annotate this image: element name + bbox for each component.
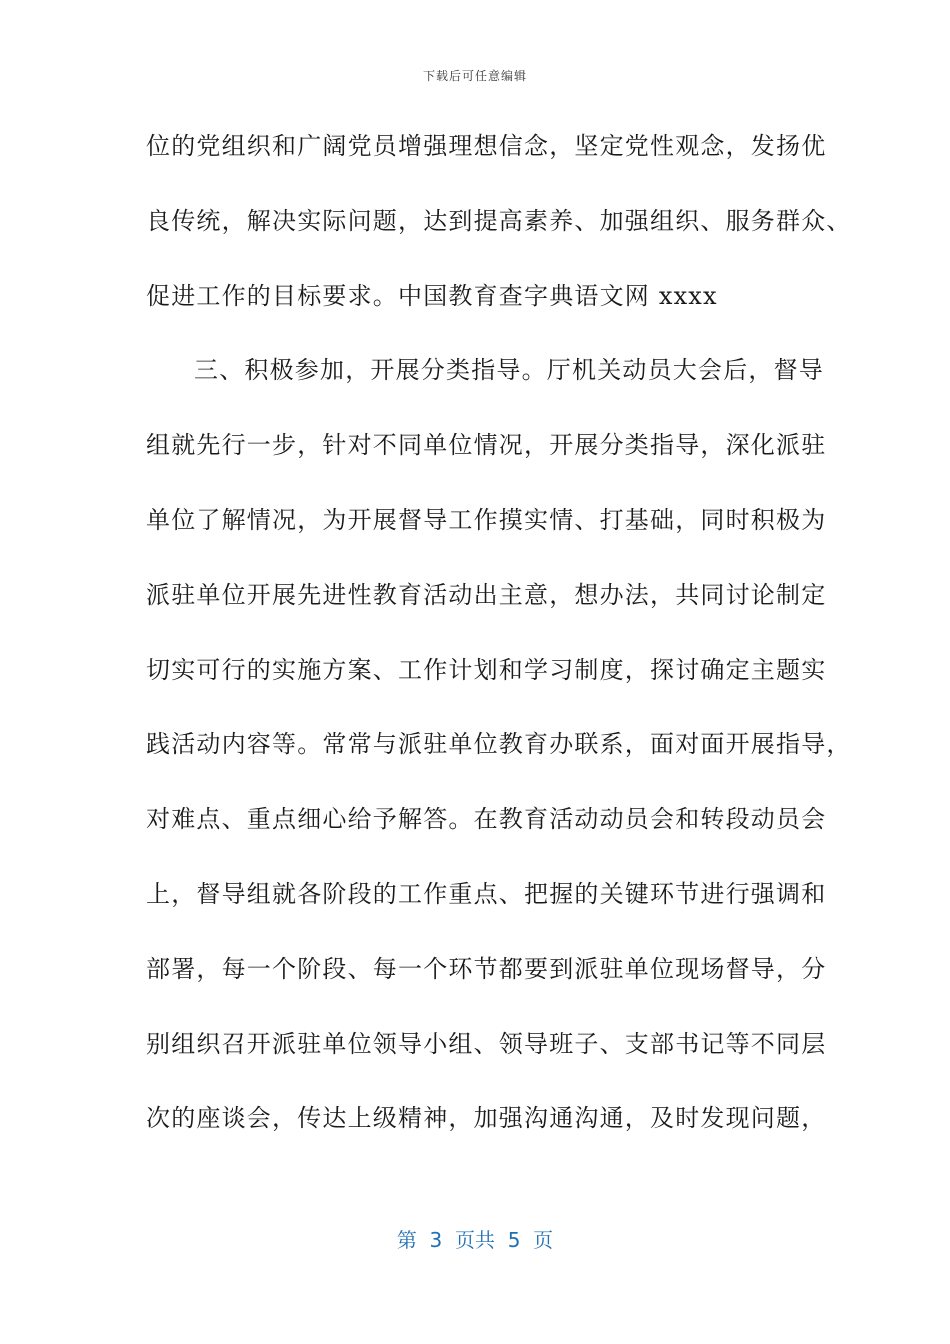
text-line: 别组织召开派驻单位领导小组、领导班子、支部书记等不同层	[146, 1029, 827, 1058]
text-line: 次的座谈会，传达上级精神，加强沟通沟通，及时发现问题，	[146, 1104, 827, 1133]
text-line: 促进工作的目标要求。中国教育查字典语文网 xxxx	[146, 281, 718, 310]
text-line: 单位了解情况，为开展督导工作摸实情、打基础，同时积极为	[146, 505, 827, 534]
text-line: 上，督导组就各阶段的工作重点、把握的关键环节进行强调和	[146, 879, 827, 908]
text-line: 践活动内容等。常常与派驻单位教育办联系，面对面开展指导，	[146, 730, 852, 759]
text-line: 派驻单位开展先进性教育活动出主意，想办法，共同讨论制定	[146, 580, 827, 609]
text-line: 良传统，解决实际问题，达到提高素养、加强组织、服务群众、	[146, 206, 852, 235]
page-header: 下载后可任意编辑	[422, 69, 527, 83]
page-number-footer: 第 3 页共 5 页	[396, 1228, 554, 1252]
text-line: 部署，每一个阶段、每一个环节都要到派驻单位现场督导，分	[146, 954, 827, 983]
paragraph-start-line: 三、积极参加，开展分类指导。厅机关动员大会后，督导	[194, 356, 824, 385]
document-body	[146, 122, 852, 1169]
text-line: 切实可行的实施方案、工作计划和学习制度，探讨确定主题实	[146, 655, 827, 684]
text-line: 位的党组织和广阔党员增强理想信念，坚定党性观念，发扬优	[146, 132, 827, 160]
text-line: 对难点、重点细心给予解答。在教育活动动员会和转段动员会	[146, 805, 827, 834]
text-line: 组就先行一步，针对不同单位情况，开展分类指导，深化派驻	[146, 431, 827, 460]
